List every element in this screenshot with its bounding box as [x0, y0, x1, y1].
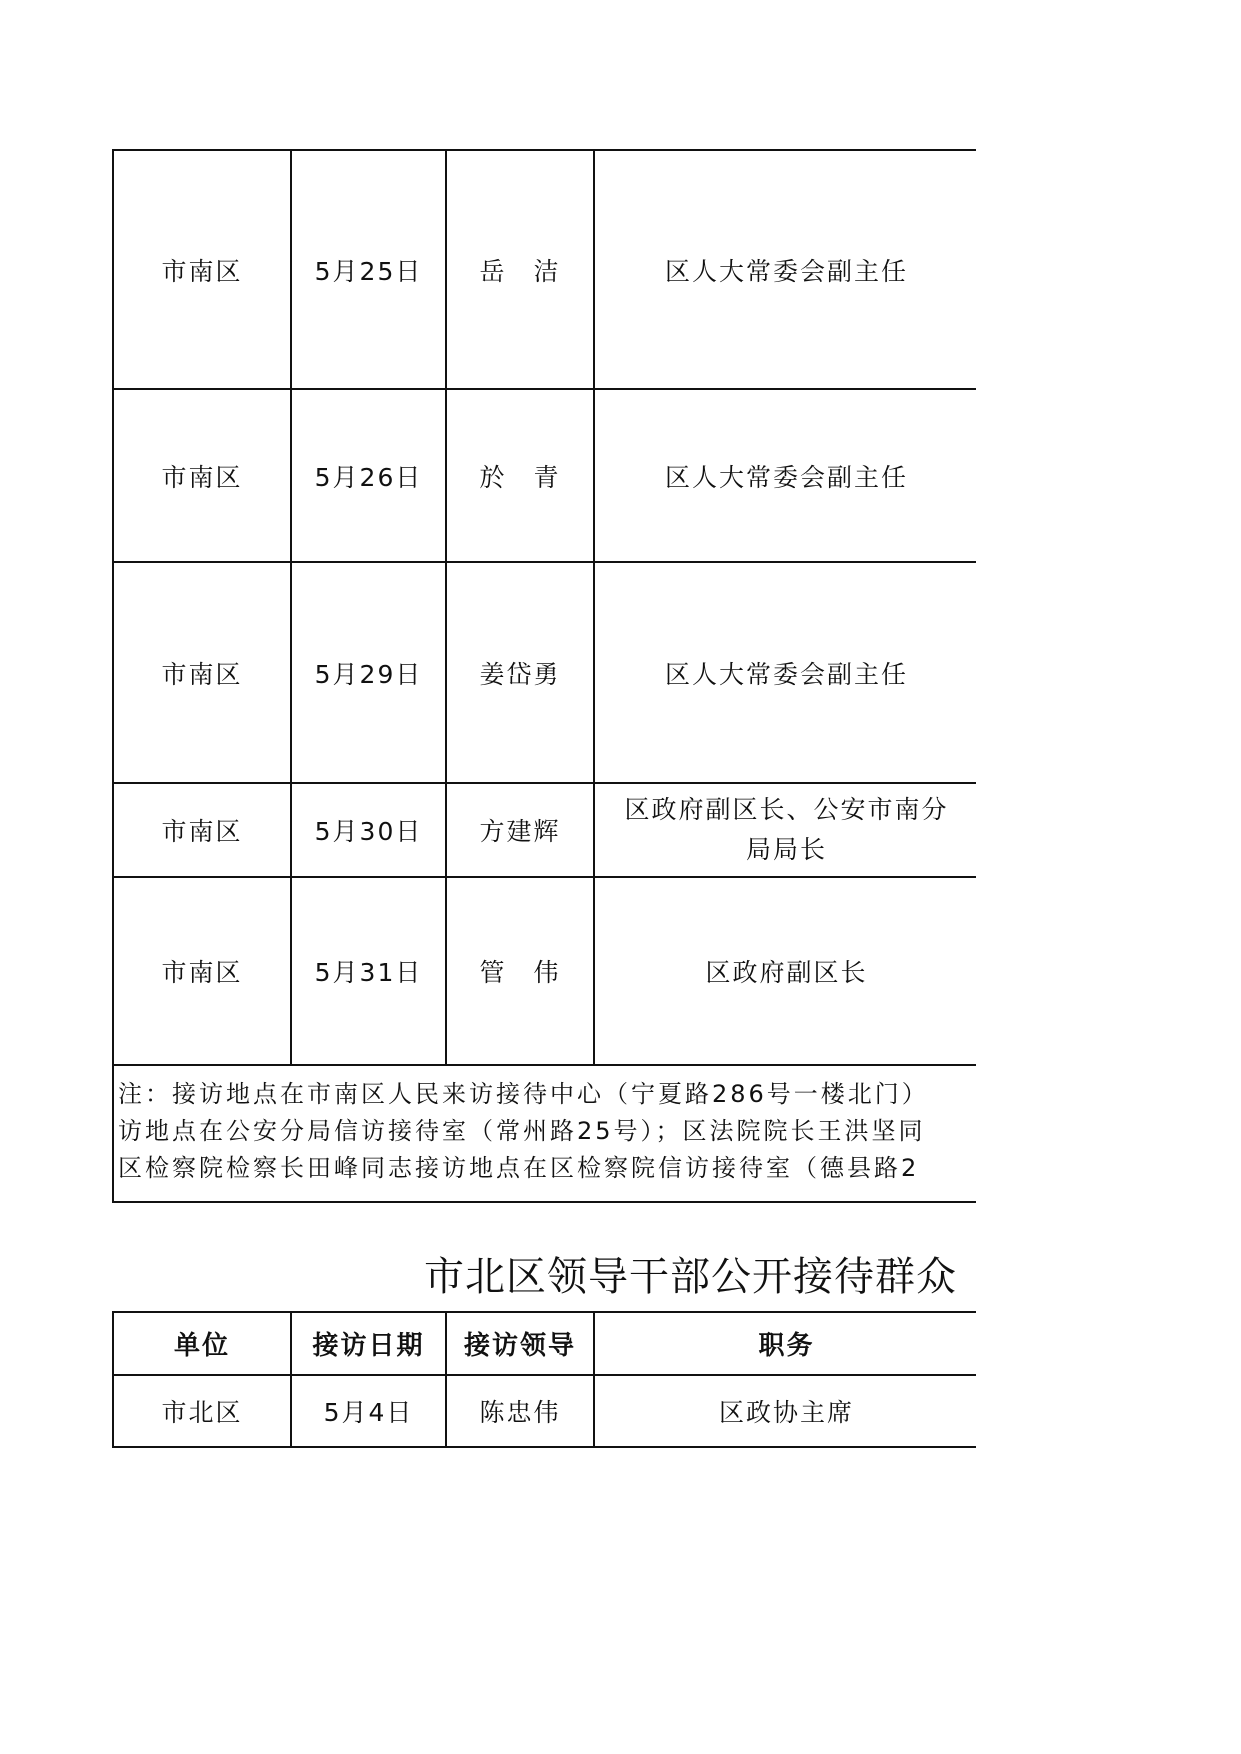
- header-row: [113, 1312, 976, 1375]
- date-cell: 5月30日: [291, 783, 446, 877]
- shinan-reception-table: [112, 149, 976, 1203]
- table-row: [113, 877, 976, 1065]
- position-cell: 区人大常委会副主任: [594, 150, 976, 389]
- header-date: 接访日期: [291, 1312, 446, 1375]
- shinan-table-region: [112, 149, 976, 1207]
- note-line: 访地点在公安分局信访接待室（常州路25号）；区法院院长王洪坚同: [118, 1117, 926, 1145]
- date-cell: 5月31日: [291, 877, 446, 1065]
- position-cell: 区人大常委会副主任: [594, 562, 976, 783]
- shibei-table-region: [112, 1311, 976, 1451]
- header-position: 职务: [594, 1312, 976, 1375]
- unit-cell: 市南区: [113, 150, 291, 389]
- unit-cell: 市南区: [113, 562, 291, 783]
- table-row: [113, 150, 976, 389]
- position-cell: 区政府副区长: [594, 877, 976, 1065]
- unit-cell: 市北区: [113, 1375, 291, 1447]
- date-cell: 5月29日: [291, 562, 446, 783]
- table-row: [113, 562, 976, 783]
- date-cell: 5月4日: [291, 1375, 446, 1447]
- table-row: [113, 389, 976, 562]
- leader-cell: 姜岱勇: [446, 562, 594, 783]
- position-cell: [594, 783, 976, 877]
- header-leader: 接访领导: [446, 1312, 594, 1375]
- position-cell: 区政协主席: [594, 1375, 976, 1447]
- position-line: 局局长: [745, 835, 827, 864]
- leader-cell: 岳 洁: [446, 150, 594, 389]
- table-row: [113, 783, 976, 877]
- leader-cell: 方建辉: [446, 783, 594, 877]
- unit-cell: 市南区: [113, 389, 291, 562]
- note-line: 区检察院检察长田峰同志接访地点在区检察院信访接待室（德县路2: [118, 1154, 920, 1182]
- note-cell: [113, 1065, 976, 1202]
- unit-cell: 市南区: [113, 877, 291, 1065]
- date-cell: 5月25日: [291, 150, 446, 389]
- leader-cell: 於 青: [446, 389, 594, 562]
- position-line: 区政府副区长、公安市南分: [624, 795, 949, 824]
- shibei-section-title: 市北区领导干部公开接待群众: [424, 1254, 957, 1300]
- date-cell: 5月26日: [291, 389, 446, 562]
- shibei-reception-table: [112, 1311, 976, 1448]
- leader-cell: 管 伟: [446, 877, 594, 1065]
- position-cell: 区人大常委会副主任: [594, 389, 976, 562]
- table-row: [113, 1375, 976, 1447]
- note-row: [113, 1065, 976, 1202]
- unit-cell: 市南区: [113, 783, 291, 877]
- header-unit: 单位: [113, 1312, 291, 1375]
- note-line: 注：接访地点在市南区人民来访接待中心（宁夏路286号一楼北门）: [118, 1080, 929, 1108]
- leader-cell: 陈忠伟: [446, 1375, 594, 1447]
